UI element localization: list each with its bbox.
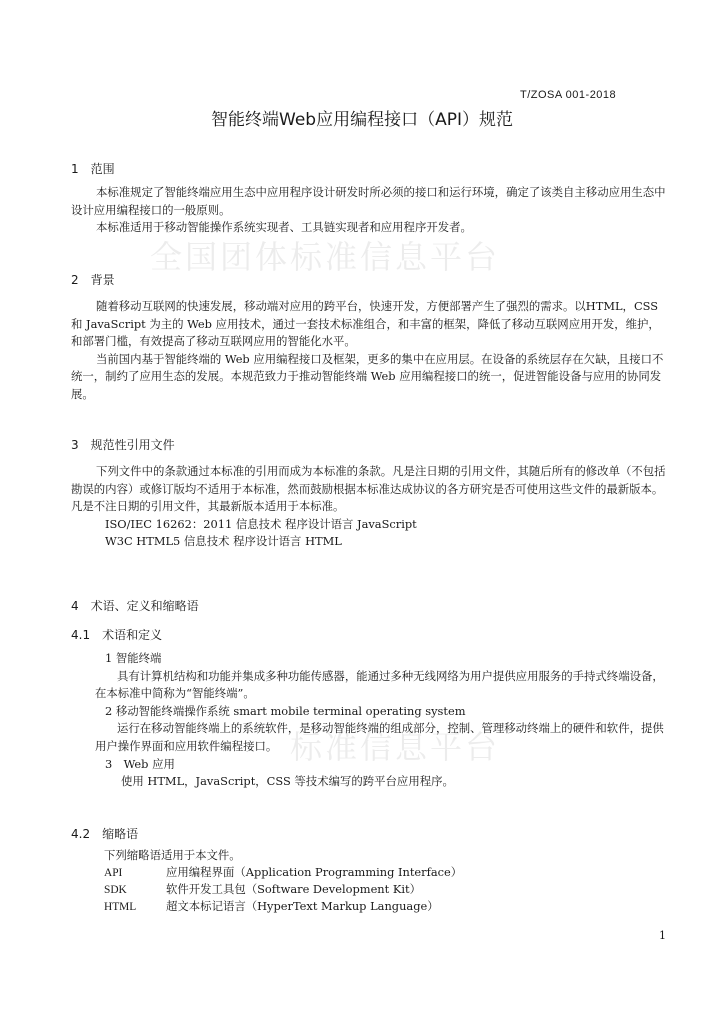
abbreviation-key: API <box>104 867 123 879</box>
abbreviation-row <box>104 864 462 880</box>
abbreviation-value: 软件开发工具包（Software Development Kit） <box>166 882 421 896</box>
section-1-paragraph: 本标准规定了智能终端应用生态中应用程序设计研发时所必须的接口和运行环境，确定了该类自主移动应用生态中设计应用编程接口的一般原则。 <box>71 185 666 217</box>
section-1-paragraph: 本标准适用于移动智能操作系统实现者、工具链实现者和应用程序开发者。 <box>96 220 472 235</box>
abbreviation-value: 应用编程界面（Application Programming Interface） <box>166 865 463 879</box>
term-label: 1 智能终端 <box>105 651 162 665</box>
section-2-heading: 2 背景 <box>71 273 115 287</box>
section-4-2-heading: 4.2 缩略语 <box>71 827 139 841</box>
abbreviation-key: SDK <box>104 884 127 896</box>
watermark-top: 全国团体标准信息平台 <box>150 238 501 276</box>
page-number: 1 <box>659 929 666 942</box>
abbreviation-row <box>104 881 421 897</box>
section-2-paragraph: 随着移动互联网的快速发展，移动端对应用的跨平台，快速开发，方便部署产生了强烈的需求。以HTML，CSS 和 JavaScript 为主的 Web 应用技术，通过一套技术标准组合，和丰富的框架，降低了移动互联网应用开发，维护，和部署门槛，有效提高了移动互联网应用的智能化水平。 <box>71 299 660 349</box>
term-definition: 运行在移动智能终端上的系统软件，是移动智能终端的组成部分，控制、管理移动终端上的硬件和软件，提供用户操作界面和应用软件编程接口。 <box>95 721 664 753</box>
abbreviation-row <box>104 898 439 914</box>
reference-item: ISO/IEC 16262：2011 信息技术 程序设计语言 JavaScript <box>105 516 417 531</box>
watermark-middle: 标准信息平台 <box>290 728 501 766</box>
section-3-heading: 3 规范性引用文件 <box>71 438 175 452</box>
reference-item: W3C HTML5 信息技术 程序设计语言 HTML <box>105 534 342 549</box>
section-1-heading: 1 范围 <box>71 162 115 176</box>
term-definition: 具有计算机结构和功能并集成多种功能传感器，能通过多种无线网络为用户提供应用服务的手持式终端设备，在本标准中简称为“智能终端”。 <box>95 668 664 701</box>
section-4-1-heading: 4.1 术语和定义 <box>71 628 163 642</box>
section-4-heading: 4 术语、定义和缩略语 <box>71 599 199 613</box>
term-definition: 使用 HTML，JavaScript，CSS 等技术编写的跨平台应用程序。 <box>121 774 454 789</box>
section-2-paragraph: 当前国内基于智能终端的 Web 应用编程接口及框架，更多的集中在应用层。在设备的系统层存在欠缺，且接口不统一，制约了应用生态的发展。本规范致力于推动智能终端 Web 应用编程接口的统一，促进智能设备与应用的协同发展。 <box>71 351 664 401</box>
abbreviation-key: HTML <box>104 901 137 913</box>
term-label: 3 Web 应用 <box>105 756 175 771</box>
section-3-paragraph: 下列文件中的条款通过本标准的引用而成为本标准的条款。凡是注日期的引用文件，其随后所有的修改单（不包括勘误的内容）或修订版均不适用于本标准，然而鼓励根据本标准达成协议的各方研究是否可使用这些文件的最新版本。凡是不注日期的引用文件，其最新版本适用于本标准。 <box>71 464 666 514</box>
abbreviation-value: 超文本标记语言（HyperText Markup Language） <box>166 899 439 913</box>
abbreviations-intro: 下列缩略语适用于本文件。 <box>104 848 241 862</box>
standard-code: T/ZOSA 001-2018 <box>520 89 617 101</box>
term-label: 2 移动智能终端操作系统 smart mobile terminal operating system <box>105 703 466 718</box>
page-title: 智能终端Web应用编程接口（API）规范 <box>211 110 513 130</box>
